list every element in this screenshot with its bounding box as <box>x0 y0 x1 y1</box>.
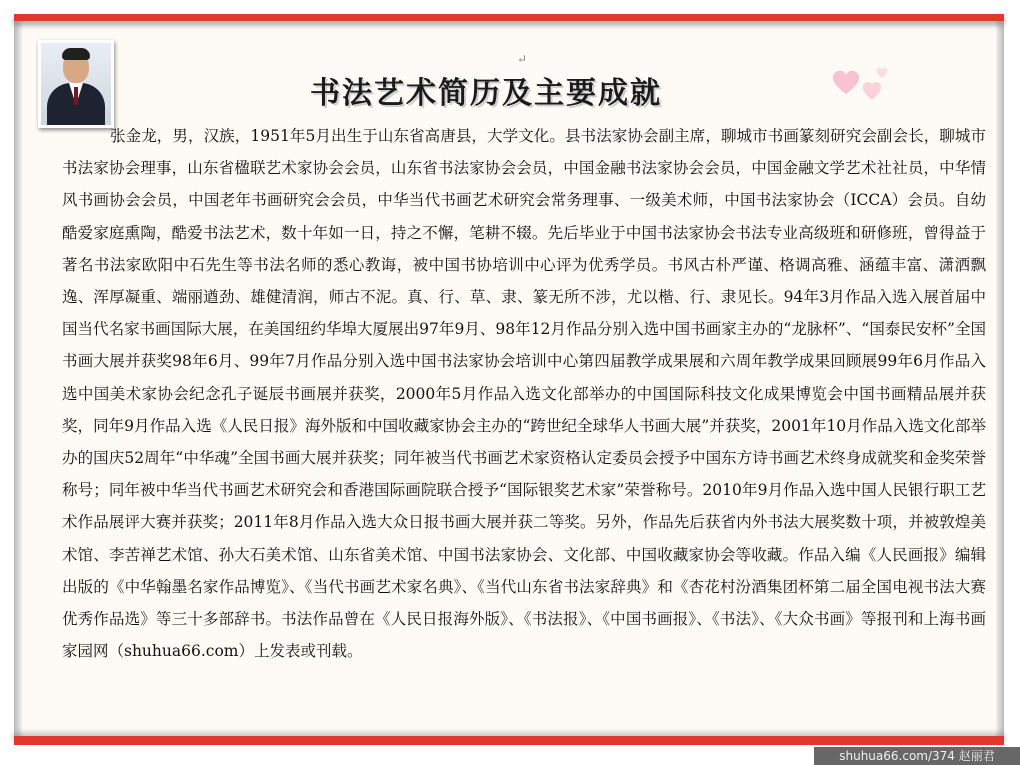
page-title: 书法艺术简历及主要成就 <box>310 76 662 111</box>
paragraph-mark: ↵ <box>517 52 528 66</box>
hearts-icon <box>826 64 892 104</box>
portrait-photo <box>38 40 114 128</box>
portrait-tie <box>74 87 78 105</box>
bottom-red-bar <box>14 736 1004 745</box>
watermark: shuhua66.com/374 赵丽君 <box>814 747 1020 765</box>
frame-shadow-left <box>14 21 24 736</box>
portrait-hair <box>62 48 90 60</box>
biography-paragraph: 张金龙，男，汉族，1951年5月出生于山东省高唐县，大学文化。县书法家协会副主席，聊城市书画篆刻研究会副会长，聊城市书法家协会理事，山东省楹联艺术家协会会员，山东省书法家协会会员，中国金融书法家协会会员，中国金融文学艺术社社员，中华情风书画协会会员，中国老年书画研究会会员，中华当代书画艺术研究会常务理事、一级美术师，中国书法家协会（ICCA）会员。自幼酷爱家庭熏陶，酷爱书法艺术，数十年如一日，持之不懈，笔耕不辍。先后毕业于中国书法家协会书法专业高级班和研修班，曾得益于著名书法家欧阳中石先生等书法名师的悉心教诲，被中国书协培训中心评为优秀学员。书风古朴严谨、格调高雅、涵蕴丰富、潇洒飘逸、浑厚凝重、端丽遒劲、雄健清润，师古不泥。真、行、草、隶、篆无所不涉，尤以楷、行、隶见长。94年3月作品入选入展首届中国当代名家书画国际大展，在美国纽约华埠大厦展出97年9月、98年12月作品分别入选中国书画家主办的“龙脉杯”、“国泰民安杯”全国书画大展并获奖98年6月、99年7月作品分别入选中国书法家协会培训中心第四届教学成果展和六周年教学成果回顾展99年6月作品入选中国美术家协会纪念孔子诞辰书画展并获奖，2000年5月作品入选文化部举办的中国国际科技文化成果博览会中国书画精品展并获奖，同年9月作品入选《人民日报》海外版和中国收藏家协会主办的“跨世纪全球华人书画大展”并获奖，2001年10月作品入选文化部举办的国庆52周年“中华魂”全国书画大展并获奖；同年被当代书画艺术家资格认定委员会授予中国东方诗书画艺术终身成就奖和金奖荣誉称号；同年被中华当代书画艺术研究会和香港国际画院联合授予“国际银奖艺术家”荣誉称号。2010年9月作品入选中国人民银行职工艺术作品展评大赛并获奖；2011年8月作品入选大众日报书画大展并获二等奖。另外，作品先后获省内外书法大展奖数十项，并被敦煌美术馆、李苦禅艺术馆、孙大石美术馆、山东省美术馆、中国书法家协会、文化部、中国收藏家协会等收藏。作品入编《人民画报》编辑出版的《中华翰墨名家作品博览》、《当代书画艺术家名典》、《当代山东省书法家辞典》和《杏花村汾酒集团杯第二届全国电视书法大赛优秀作品选》等三十多部辞书。书法作品曾在《人民日报海外版》、《书法报》、《中国书画报》、《书法》、《大众书画》等报刊和上海书画家园网（shuhua66.com）上发表或刊载。 <box>62 127 986 661</box>
top-red-bar <box>14 14 1004 21</box>
